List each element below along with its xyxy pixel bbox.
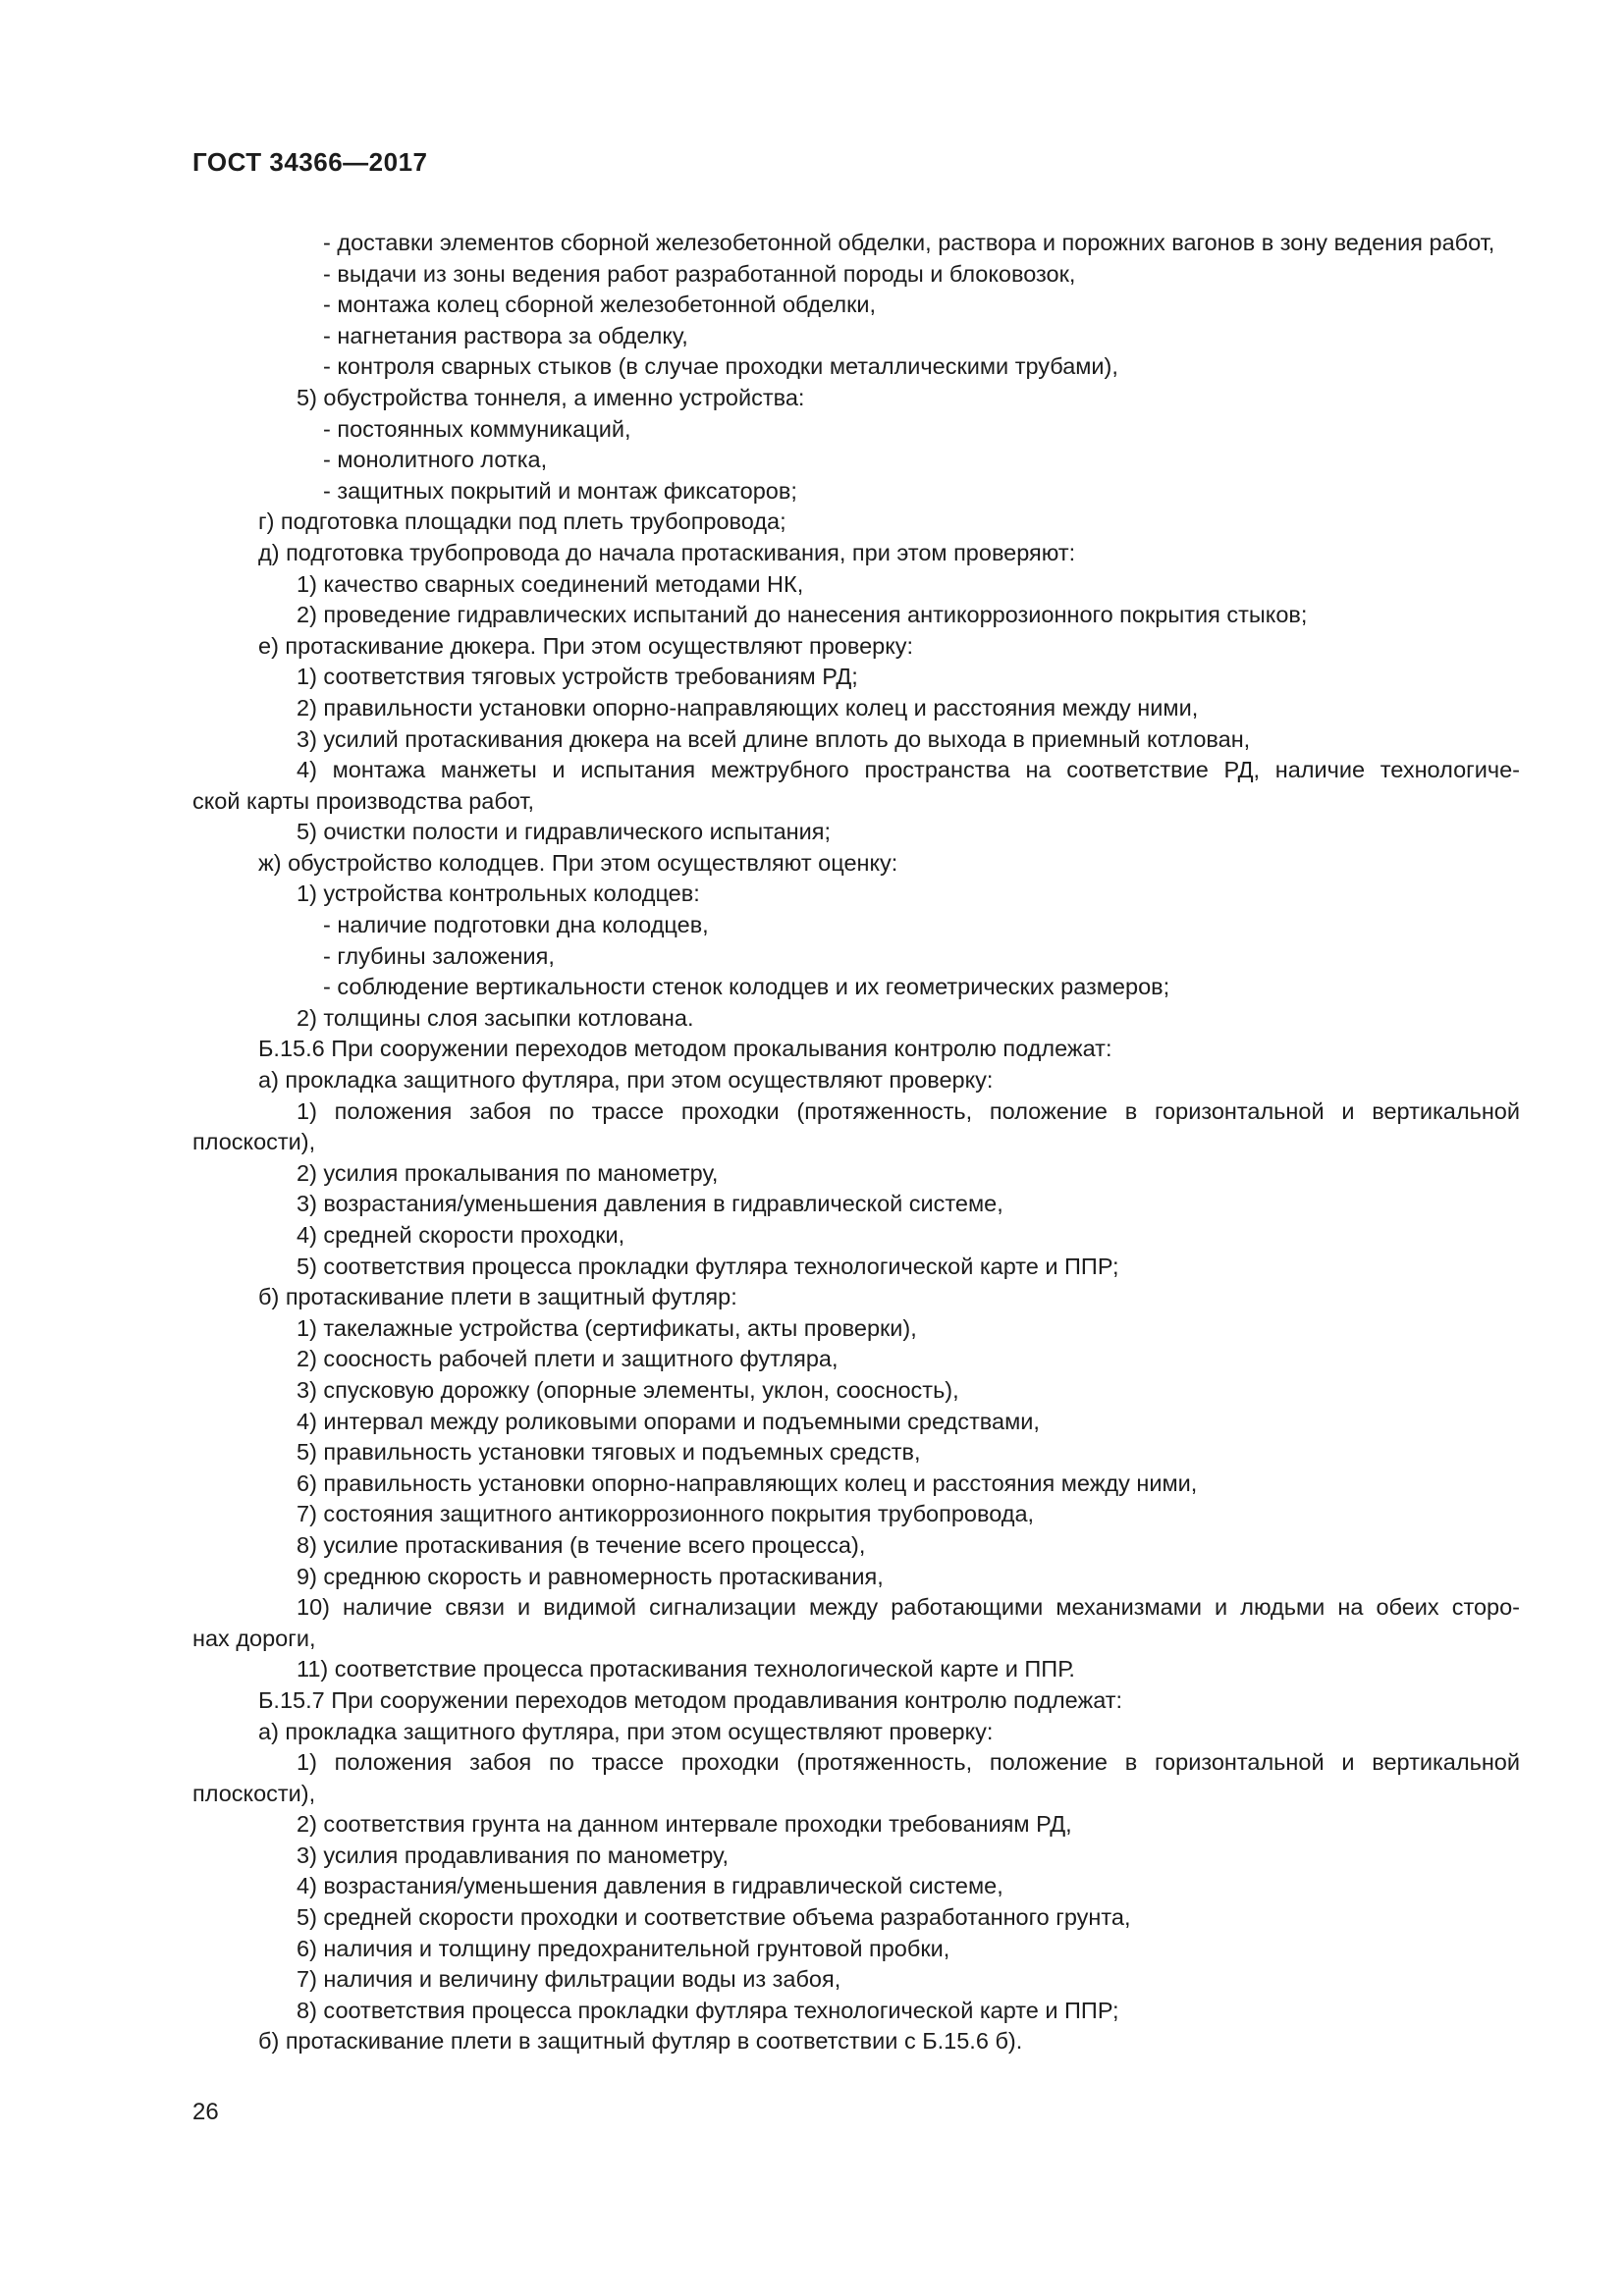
text-line: - глубины заложения, [323, 942, 555, 969]
text-line: 5) соответствия процесса прокладки футляра технологической карте и ППР; [297, 1253, 1119, 1279]
text-line: плоскости), [192, 1780, 316, 1806]
document-header: ГОСТ 34366—2017 [192, 147, 428, 177]
text-line: - монтажа колец сборной железобетонной обделки, [323, 292, 877, 318]
text-line: 8) соответствия процесса прокладки футляра технологической карте и ППР; [297, 1997, 1119, 2023]
text-line: 2) соответствия грунта на данном интервале проходки требованиям РД, [297, 1811, 1072, 1838]
text-line: 3) возрастания/уменьшения давления в гидравлической системе, [297, 1191, 1003, 1217]
text-line: 7) наличия и величину фильтрации воды из забоя, [297, 1966, 841, 1993]
text-line: 6) наличия и толщину предохранительной грунтовой пробки, [297, 1935, 950, 1961]
text-line: 3) спусковую дорожку (опорные элементы, уклон, соосность), [297, 1376, 959, 1403]
text-line: 8) усилие протаскивания (в течение всего процесса), [297, 1531, 866, 1558]
text-line: - контроля сварных стыков (в случае проходки металлическими трубами), [323, 353, 1118, 380]
page-number: 26 [192, 2099, 219, 2125]
text-line: 1) соответствия тяговых устройств требованиям РД; [297, 664, 858, 690]
text-line: б) протаскивание плети в защитный футляр в соответствии с Б.15.6 б). [258, 2028, 1023, 2055]
text-line: ской карты производства работ, [192, 787, 535, 814]
text-line: 1) такелажные устройства (сертификаты, акты проверки), [297, 1314, 917, 1341]
text-line: 1) положения забоя по трассе проходки (протяженность, положение в горизонтальной и вертикальной [297, 1749, 1520, 1776]
text-line: 4) возрастания/уменьшения давления в гидравлической системе, [297, 1873, 1003, 1899]
text-line: 1) устройства контрольных колодцев: [297, 881, 700, 907]
text-line: г) подготовка площадки под плеть трубопровода; [258, 508, 786, 535]
text-line: 5) очистки полости и гидравлического испытания; [297, 819, 832, 845]
text-line: а) прокладка защитного футляра, при этом осуществляют проверку: [258, 1718, 994, 1744]
text-line: 2) усилия прокалывания по манометру, [297, 1159, 719, 1186]
text-line: а) прокладка защитного футляра, при этом осуществляют проверку: [258, 1067, 994, 1094]
text-line: 2) правильности установки опорно-направляющих колец и расстояния между ними, [297, 694, 1199, 721]
text-line: 4) монтажа манжеты и испытания межтрубного пространства на соответствие РД, наличие технологиче- [297, 757, 1520, 783]
text-line: 3) усилий протаскивания дюкера на всей длине вплоть до выхода в приемный котлован, [297, 725, 1251, 752]
text-line: 2) соосность рабочей плети и защитного футляра, [297, 1346, 839, 1372]
text-line: - соблюдение вертикальности стенок колодцев и их геометрических размеров; [323, 974, 1170, 1000]
text-line: Б.15.7 При сооружении переходов методом продавливания контролю подлежат: [258, 1686, 1123, 1713]
document-body [192, 228, 1520, 2057]
text-line: д) подготовка трубопровода до начала протаскивания, при этом проверяют: [258, 539, 1076, 565]
text-line: - наличие подготовки дна колодцев, [323, 912, 709, 938]
text-line: 2) толщины слоя засыпки котлована. [297, 1004, 694, 1031]
text-line: - защитных покрытий и монтаж фиксаторов; [323, 477, 797, 504]
text-line: 10) наличие связи и видимой сигнализации между работающими механизмами и людьми на обеих сторо- [297, 1594, 1520, 1621]
text-line: 7) состояния защитного антикоррозионного покрытия трубопровода, [297, 1501, 1035, 1527]
text-line: 4) средней скорости проходки, [297, 1222, 625, 1248]
text-line: 5) средней скорости проходки и соответствие объема разработанного грунта, [297, 1904, 1131, 1931]
text-line: - постоянных коммуникаций, [323, 415, 631, 442]
text-line: 4) интервал между роликовыми опорами и подъемными средствами, [297, 1408, 1040, 1434]
text-line: нах дороги, [192, 1625, 316, 1651]
text-line: плоскости), [192, 1129, 316, 1155]
text-line: 3) усилия продавливания по манометру, [297, 1842, 729, 1868]
text-line: Б.15.6 При сооружении переходов методом прокалывания контролю подлежат: [258, 1036, 1112, 1062]
text-line: - нагнетания раствора за обделку, [323, 322, 688, 348]
text-line: б) протаскивание плети в защитный футляр: [258, 1284, 737, 1310]
text-line: 9) среднюю скорость и равномерность протаскивания, [297, 1563, 884, 1589]
text-line: - монолитного лотка, [323, 447, 548, 473]
text-line: 2) проведение гидравлических испытаний до нанесения антикоррозионного покрытия стыков; [297, 602, 1308, 628]
text-line: 6) правильность установки опорно-направляющих колец и расстояния между ними, [297, 1469, 1198, 1496]
text-line: е) протаскивание дюкера. При этом осуществляют проверку: [258, 632, 914, 659]
text-line: 1) качество сварных соединений методами НК, [297, 570, 804, 597]
text-line: 5) правильность установки тяговых и подъемных средств, [297, 1439, 921, 1466]
text-line: - выдачи из зоны ведения работ разработанной породы и блоковозок, [323, 260, 1076, 287]
text-line: 1) положения забоя по трассе проходки (протяженность, положение в горизонтальной и вертикальной [297, 1097, 1520, 1124]
text-line: ж) обустройство колодцев. При этом осуществляют оценку: [258, 849, 898, 876]
text-line: - доставки элементов сборной железобетонной обделки, раствора и порожних вагонов в зону ведения работ, [323, 230, 1495, 255]
text-line: 11) соответствие процесса протаскивания технологической карте и ППР. [297, 1656, 1075, 1682]
text-line: 5) обустройства тоннеля, а именно устройства: [297, 384, 805, 410]
